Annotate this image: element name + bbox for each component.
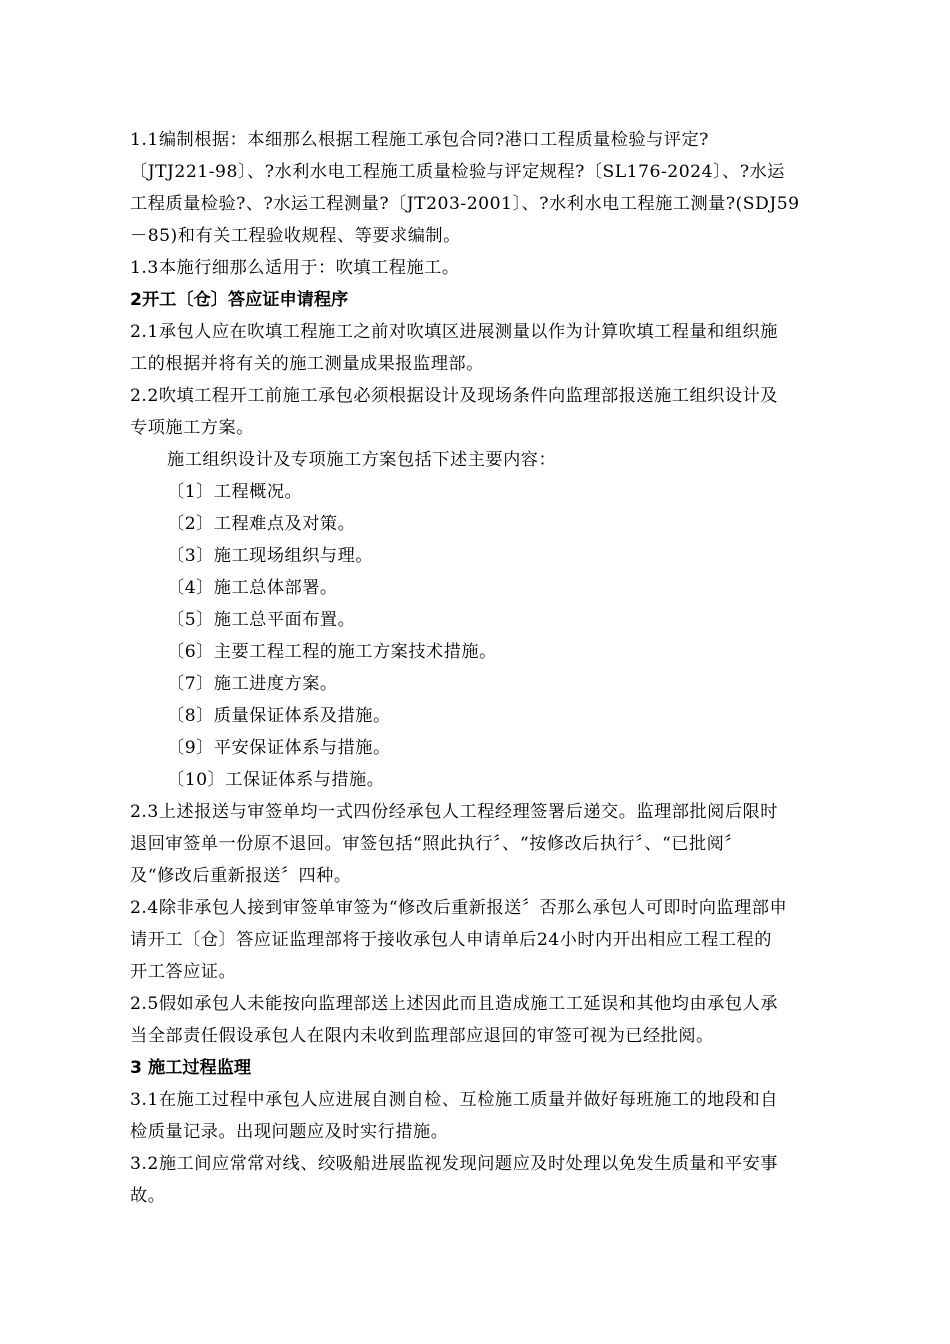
list-item: 〔1〕工程概况。: [167, 482, 303, 502]
plan-items-list: [130, 476, 836, 796]
paragraph-3-2: [130, 1148, 836, 1212]
list-item: 〔7〕施工进度方案。: [167, 674, 338, 694]
text-line: 1.1编制根据：本细那么根据工程施工承包合同?港口工程质量检验与评定?: [130, 130, 709, 150]
text-line: 2.1承包人应在吹填工程施工之前对吹填区进展测量以作为计算吹填工程量和组织施: [130, 322, 778, 342]
paragraph-3-1: [130, 1084, 836, 1148]
document-body: [130, 124, 836, 1212]
text-line: 2.4除非承包人接到审签单审签为“修改后重新报送〞否那么承包人可即时向监理部申: [130, 898, 788, 918]
list-item: 〔4〕施工总体部署。: [167, 578, 338, 598]
list-item: 〔2〕工程难点及对策。: [167, 514, 356, 534]
text-line: 退回审签单一份原不退回。审签包括“照此执行〞、“按修改后执行〞、“已批阅〞: [130, 834, 743, 854]
text-line: 工程质量检验?、?水运工程测量?〔JT203-2001〕、?水利水电工程施工测量?(SDJ59: [130, 194, 800, 214]
list-item: 〔9〕平安保证体系与措施。: [167, 738, 391, 758]
list-item: 〔10〕工保证体系与措施。: [167, 770, 385, 790]
paragraph-2-5: [130, 988, 836, 1052]
text-line: 当全部责任假设承包人在限内未收到监理部应退回的审签可视为已经批阅。: [130, 1026, 714, 1046]
text-line: 3.2施工间应常常对线、绞吸船进展监视发现问题应及时处理以免发生质量和平安事: [130, 1154, 778, 1174]
list-item: 〔6〕主要工程工程的施工方案技术措施。: [167, 642, 497, 662]
text-line: 检质量记录。出现问题应及时实行措施。: [130, 1122, 449, 1142]
paragraph-1-1: [130, 124, 836, 252]
text-line: 〔JTJ221-98〕、?水利水电工程施工质量检验与评定规程?〔SL176-2024〕、?水运: [130, 162, 785, 182]
text-line: 故。: [130, 1186, 166, 1206]
section-heading-3: 3 施工过程监理: [130, 1058, 252, 1078]
text-line: 工的根据并将有关的施工测量成果报监理部。: [130, 354, 484, 374]
paragraph-2-2: [130, 380, 836, 444]
text-line: 请开工〔仓〕答应证监理部将于接收承包人申请单后24小时内开出相应工程工程的: [130, 930, 772, 950]
section-heading-2: 2开工〔仓〕答应证申请程序: [130, 290, 349, 310]
text-line: －85)和有关工程验收规程、等要求编制。: [130, 226, 461, 246]
text-line: 专项施工方案。: [130, 418, 254, 438]
list-item: 〔3〕施工现场组织与理。: [167, 546, 373, 566]
list-item: 〔8〕质量保证体系及措施。: [167, 706, 391, 726]
text-line: 2.5假如承包人未能按向监理部送上述因此而且造成施工工延误和其他均由承包人承: [130, 994, 778, 1014]
paragraph-1-3: 1.3本施行细那么适用于：吹填工程施工。: [130, 258, 460, 278]
text-line: 2.2吹填工程开工前施工承包必须根据设计及现场条件向监理部报送施工组织设计及: [130, 386, 778, 406]
text-line: 开工答应证。: [130, 962, 237, 982]
list-item: 〔5〕施工总平面布置。: [167, 610, 356, 630]
plan-intro: 施工组织设计及专项施工方案包括下述主要内容：: [167, 450, 557, 470]
paragraph-2-4: [130, 892, 836, 988]
paragraph-2-3: [130, 796, 836, 892]
text-line: 及“修改后重新报送〞四种。: [130, 866, 352, 886]
text-line: 2.3上述报送与审签单均一式四份经承包人工程经理签署后递交。监理部批阅后限时: [130, 802, 778, 822]
text-line: 3.1在施工过程中承包人应进展自测自检、互检施工质量并做好每班施工的地段和自: [130, 1090, 778, 1110]
paragraph-2-1: [130, 316, 836, 380]
